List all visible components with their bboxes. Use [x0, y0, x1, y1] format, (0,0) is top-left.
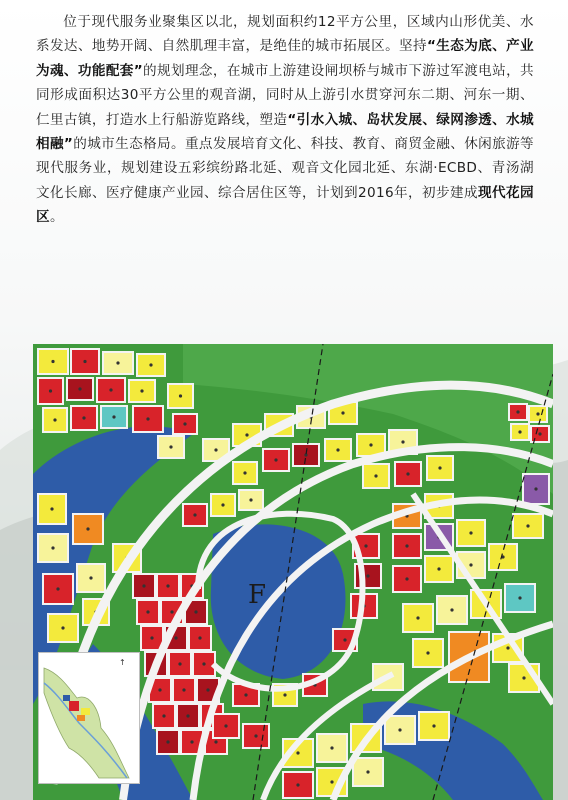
parcel-marker-icon — [374, 474, 377, 477]
intro-text-1: 位于现代服务业聚集区以北，规划面积约12平方公里，区域内山形优美、水系发达、地势开阔、自然肌理丰富，是绝佳的城市拓展区。坚持 — [36, 14, 534, 55]
parcel-marker-icon — [516, 410, 519, 413]
parcel-marker-icon — [366, 574, 369, 577]
parcel-marker-icon — [437, 567, 440, 570]
parcel-marker-icon — [221, 503, 224, 506]
parcel-marker-icon — [194, 610, 197, 613]
inset-map-canvas — [39, 653, 139, 783]
parcel-marker-icon — [162, 714, 165, 717]
intro-text-4: 。 — [49, 209, 64, 226]
parcel-marker-icon — [526, 524, 529, 527]
parcel-marker-icon — [369, 443, 372, 446]
intro-bold-3: 现代花园区 — [36, 184, 534, 226]
parcel-marker-icon — [405, 577, 408, 580]
parcel-marker-icon — [518, 430, 521, 433]
parcel-marker-icon — [341, 411, 344, 414]
parcel-marker-icon — [186, 714, 189, 717]
parcel-marker-icon — [450, 608, 453, 611]
parcel-marker-icon — [283, 693, 286, 696]
parcel-marker-icon — [330, 746, 333, 749]
parcel-marker-icon — [274, 458, 277, 461]
parcel-marker-icon — [61, 626, 64, 629]
parcel-marker-icon — [206, 688, 209, 691]
parcel-marker-icon — [245, 433, 248, 436]
parcel-marker-icon — [82, 416, 85, 419]
parcel-marker-icon — [89, 576, 92, 579]
parcel-marker-icon — [343, 638, 346, 641]
parcel-marker-icon — [193, 513, 196, 516]
parcel-marker-icon — [214, 740, 217, 743]
parcel-marker-icon — [469, 563, 472, 566]
parcel-marker-icon — [398, 728, 401, 731]
inset-yellow-zone — [81, 708, 90, 715]
parcel-marker-icon — [336, 448, 339, 451]
parcel-marker-icon — [249, 498, 252, 501]
parcel-marker-icon — [53, 418, 56, 421]
inset-compass-icon: ↑ — [119, 658, 126, 667]
parcel-marker-icon — [78, 387, 81, 390]
parcel-marker-icon — [146, 610, 149, 613]
parcel-marker-icon — [109, 388, 112, 391]
parcel-marker-icon — [166, 740, 169, 743]
parcel-marker-icon — [112, 415, 115, 418]
parcel-marker-icon — [198, 636, 201, 639]
parcel-marker-icon — [438, 466, 441, 469]
parcel-marker-icon — [518, 596, 521, 599]
parcel-marker-icon — [243, 471, 246, 474]
parcel-marker-icon — [426, 651, 429, 654]
parcel-marker-icon — [190, 740, 193, 743]
parcel-marker-icon — [140, 389, 143, 392]
location-inset-map — [38, 652, 140, 784]
parcel-marker-icon — [146, 417, 149, 420]
inset-blue-zone — [63, 695, 70, 701]
parcel-marker-icon — [50, 507, 53, 510]
intro-text-2: 的规划理念，在城市上游建设闸坝桥与城市下游过军渡电站，共同形成面积达30平方公里的观音湖，同时从上游引水贯穿河东二期、河东一期、仁里古镇，打造水上行船游览路线，塑造 — [36, 62, 534, 128]
parcel-marker-icon — [56, 587, 59, 590]
parcel-marker-icon — [49, 389, 52, 392]
parcel-marker-icon — [174, 636, 177, 639]
parcel-marker-icon — [170, 610, 173, 613]
parcel-marker-icon — [51, 546, 54, 549]
parcel-marker-icon — [202, 662, 205, 665]
parcel-marker-icon — [183, 422, 186, 425]
parcel-marker-icon — [296, 751, 299, 754]
parcel-marker-icon — [51, 360, 54, 363]
intro-bold-2: “引水入城、岛状发展、绿网渗透、水城相融” — [36, 111, 534, 153]
parcel-marker-icon — [469, 531, 472, 534]
parcel-marker-icon — [254, 734, 257, 737]
parcel-marker-icon — [166, 584, 169, 587]
parcel-marker-icon — [296, 783, 299, 786]
parcel-marker-icon — [364, 544, 367, 547]
parcel-marker-icon — [182, 688, 185, 691]
parcel-marker-icon — [150, 636, 153, 639]
parcel-marker-icon — [330, 780, 333, 783]
parcel-marker-icon — [142, 584, 145, 587]
parcel-marker-icon — [214, 448, 217, 451]
parcel-marker-icon — [169, 445, 172, 448]
parcel-marker-icon — [405, 544, 408, 547]
parcel-marker-icon — [406, 472, 409, 475]
parcel-marker-icon — [366, 770, 369, 773]
parcel-marker-icon — [506, 646, 509, 649]
intro-text-3: 的城市生态格局。重点发展培育文化、科技、教育、商贸金融、休闲旅游等现代服务业，规划建设五彩缤纷路北延、观音文化园北延、东湖·ECBD、青汤湖文化长廊、医疗健康产业园、综合居住区等，计划到2016年，初步建成 — [36, 136, 534, 201]
parcel-marker-icon — [244, 693, 247, 696]
parcel-marker-icon — [116, 361, 119, 364]
parcel-marker-icon — [538, 432, 541, 435]
parcel-marker-icon — [432, 724, 435, 727]
parcel-marker-icon — [158, 688, 161, 691]
parcel-marker-icon — [536, 412, 539, 415]
parcel-marker-icon — [83, 360, 86, 363]
inset-red-zone — [69, 701, 79, 711]
parcel-marker-icon — [534, 487, 537, 490]
parcel-marker-icon — [149, 363, 152, 366]
inset-orange-zone — [77, 715, 85, 721]
intro-bold-1: “生态为底、产业为魂、功能配套” — [36, 38, 534, 79]
parcel-marker-icon — [86, 527, 89, 530]
parcel-marker-icon — [416, 616, 419, 619]
intro-paragraph — [36, 10, 534, 230]
parcel-marker-icon — [224, 724, 227, 727]
parcel-marker-icon — [401, 440, 404, 443]
lake-f-label: F — [248, 580, 267, 610]
parcel-marker-icon — [178, 662, 181, 665]
parcel-marker-icon — [522, 676, 525, 679]
parcel-marker-icon — [179, 394, 182, 397]
